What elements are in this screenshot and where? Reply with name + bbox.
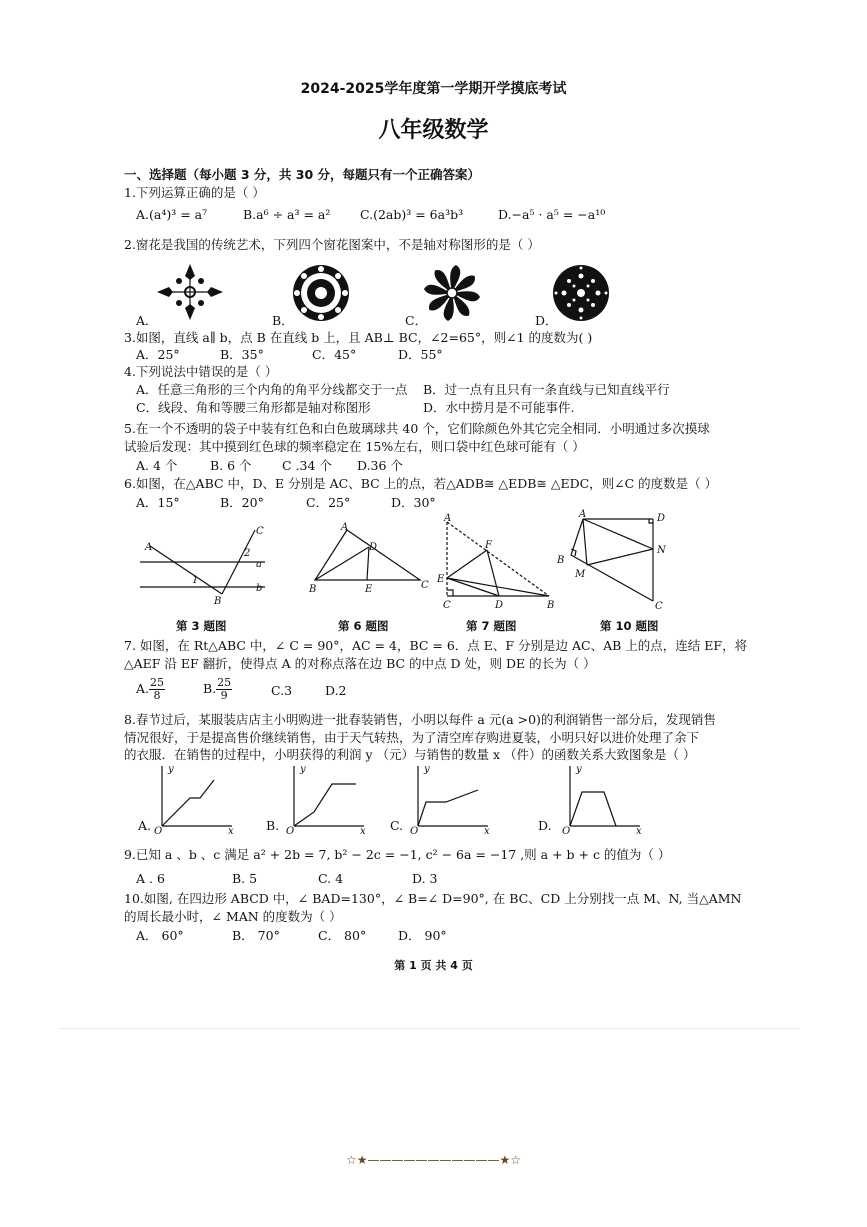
q8-graph-b [284,762,374,838]
q8-graph-c [408,762,498,838]
q8-d-origin: O [562,826,571,837]
q10-option-c: C． 80° [318,928,367,943]
q8-line1: 8.春节过后，某服装店店主小明购进一批春装销售，小明以每件 a 元(a >0)的利润销售一部分后，发现销售 [124,712,716,727]
q8-option-b: B. [266,818,280,833]
q5-option-d: D.36 个 [357,458,403,473]
q8-a-axis-y: y [168,764,174,775]
figure-caption-q3: 第 3 题图 [176,619,227,633]
q10-line1: 10.如图, 在四边形 ABCD 中，∠ BAD=130°，∠ B=∠ D=90°, 在 BC、CD 上分别找一点 M、N, 当△AMN [124,891,742,906]
q8-c-axis-x: x [484,826,490,837]
q1-option-d: D.−a⁵ · a⁵ = −a¹⁰ [498,207,606,222]
exam-title: 2024-2025学年度第一学期开学摸底考试 [300,81,567,97]
svg-text:A: A [444,513,452,524]
q7-option-b [203,677,232,702]
figure-caption-q6: 第 6 题图 [338,619,389,633]
window-pattern-b [290,262,352,328]
q8-a-origin: O [154,826,163,837]
q4-stem: 4.下列说法中错误的是（ ） [124,364,278,379]
q6-option-a: A．15° [136,495,180,510]
svg-text:b: b [256,583,263,594]
q6-option-d: D．30° [391,495,436,510]
q5-line1: 5.在一个不透明的袋子中装有红色和白色玻璃球共 40 个，它们除颜色外其它完全相同．小明通过多次摸球 [124,421,710,436]
section-heading: 一、选择题（每小题 3 分，共 30 分，每题只有一个正确答案） [124,167,481,182]
q7-option-b-prefix: B. [203,681,217,696]
svg-text:D: D [495,600,504,611]
q7-option-a-denominator: 8 [153,689,161,702]
figure-caption-q10: 第 10 题图 [600,619,659,633]
q8-d-axis-y: y [576,764,582,775]
svg-text:C: C [421,580,429,591]
svg-text:a: a [256,559,262,570]
svg-text:C: C [655,601,663,612]
q7-option-a [136,677,165,702]
q8-d-axis-x: x [636,826,642,837]
q8-b-axis-x: x [360,826,366,837]
svg-text:N: N [657,545,666,556]
q1-option-c: C.(2ab)³ = 6a³b³ [360,207,464,222]
svg-text:F: F [485,540,492,551]
q8-c-origin: O [410,826,419,837]
q3-option-d: D．55° [398,347,443,362]
q2-option-d: D． [535,313,558,328]
svg-text:A: A [579,509,587,520]
q3-option-b: B．35° [220,347,264,362]
q5-option-c: C .34 个 [282,458,332,473]
svg-text:D: D [657,513,666,524]
q2-option-c: C． [405,313,428,328]
q7-option-b-denominator: 9 [220,689,228,702]
svg-text:C: C [443,600,451,611]
q7-option-d: D.2 [325,683,347,698]
q6-stem: 6.如图，在△ABC 中，D、E 分别是 AC、BC 上的点，若△ADB≅ △EDB≅ △EDC，则∠C 的度数是（ ） [124,476,718,491]
svg-text:B: B [557,555,565,566]
q7-option-a-numerator: 25 [150,676,165,689]
q8-option-d: D. [538,818,552,833]
q4-option-c: C．线段、角和等腰三角形都是轴对称图形 [136,400,371,415]
q2-option-a: A． [136,313,158,328]
q8-b-origin: O [286,826,295,837]
svg-text:A: A [341,522,349,533]
q9-option-a: A . 6 [136,871,165,886]
svg-text:B: B [547,600,555,611]
subject-title: 八年级数学 [378,118,489,143]
q2-option-b: B． [272,313,294,328]
q1-option-a: A.(a⁴)³ = a⁷ [136,207,208,222]
window-pattern-c [420,262,484,328]
q9-stem: 9.已知 a 、b 、c 满足 a² + 2b = 7, b² − 2c = −1, c² − 6a = −17 ,则 a + b + c 的值为（ ） [124,847,671,862]
q3-option-c: C．45° [312,347,357,362]
page-indicator: 第 1 页 共 4 页 [394,959,473,972]
figure-q3 [140,520,275,609]
figure-q7 [437,512,565,616]
q8-graph-a [152,762,242,838]
q6-option-c: C．25° [306,495,351,510]
figure-caption-q7: 第 7 题图 [466,619,517,633]
footer-ornament: ☆★———————————★☆ [345,1153,522,1167]
window-pattern-d [550,262,612,328]
svg-text:E: E [365,584,373,595]
window-pattern-a [155,262,225,326]
q6-option-b: B．20° [220,495,264,510]
q9-option-c: C. 4 [318,871,344,886]
q8-a-axis-x: x [228,826,234,837]
q8-c-axis-y: y [424,764,430,775]
svg-text:B: B [214,596,222,607]
svg-text:2: 2 [244,548,251,559]
q4-option-a: A．任意三角形的三个内角的角平分线都交于一点 [136,382,408,397]
page-divider [60,1028,800,1029]
svg-text:D: D [369,542,378,553]
svg-text:1: 1 [192,575,199,586]
q7-option-b-numerator: 25 [217,676,232,689]
q3-option-a: A．25° [136,347,180,362]
svg-text:E: E [437,574,445,585]
q8-line2: 情况很好，于是提高售价继续销售，由于天气转热，为了清空库存购进夏装，小明只好以进价处理了余下 [124,730,700,745]
q7-line1: 7. 如图，在 Rt△ABC 中，∠ C = 90°，AC = 4，BC = 6．点 E、F 分别是边 AC、AB 上的点，连结 EF，将 [124,638,748,653]
q10-option-b: B． 70° [232,928,280,943]
q5-option-b: B. 6 个 [210,458,252,473]
q4-option-d: D．水中捞月是不可能事件. [423,400,575,415]
q7-option-c: C.3 [271,683,293,698]
q7-option-a-prefix: A. [136,681,150,696]
q8-graph-d [560,762,650,838]
svg-text:B: B [309,584,317,595]
q4-option-b: B．过一点有且只有一条直线与已知直线平行 [423,382,670,397]
q5-line2: 试验后发现：其中摸到红色球的频率稳定在 15%左右，则口袋中红色球可能有（ ） [124,439,585,454]
q9-option-d: D. 3 [412,871,438,886]
q9-option-b: B. 5 [232,871,258,886]
q10-option-d: D． 90° [398,928,447,943]
figure-q6 [305,522,435,601]
figure-q10 [553,509,673,618]
q8-option-c: C. [390,818,404,833]
q5-option-a: A. 4 个 [136,458,178,473]
svg-text:C: C [256,526,264,537]
q8-b-axis-y: y [300,764,306,775]
q10-option-a: A． 60° [136,928,184,943]
q10-line2: 的周长最小时，∠ MAN 的度数为（ ） [124,909,342,924]
q1-stem: 1.下列运算正确的是（ ） [124,185,265,200]
q3-stem: 3.如图，直线 a∥ b，点 B 在直线 b 上，且 AB⊥ BC，∠2=65°，则∠1 的度数为( ) [124,330,593,345]
q1-option-b: B.a⁶ ÷ a³ = a² [243,207,331,222]
q8-option-a: A. [138,818,152,833]
q8-line3: 的衣服．在销售的过程中，小明获得的利润 y （元）与销售的数量 x （件）的函数关系大致图象是（ ） [124,747,696,762]
q2-stem: 2.窗花是我国的传统艺术，下列四个窗花图案中，不是轴对称图形的是（ ） [124,237,540,252]
q7-line2: △AEF 沿 EF 翻折，使得点 A 的对称点落在边 BC 的中点 D 处，则 DE 的长为（ ） [124,656,596,671]
svg-text:M: M [575,569,586,580]
svg-text:A: A [145,542,153,553]
